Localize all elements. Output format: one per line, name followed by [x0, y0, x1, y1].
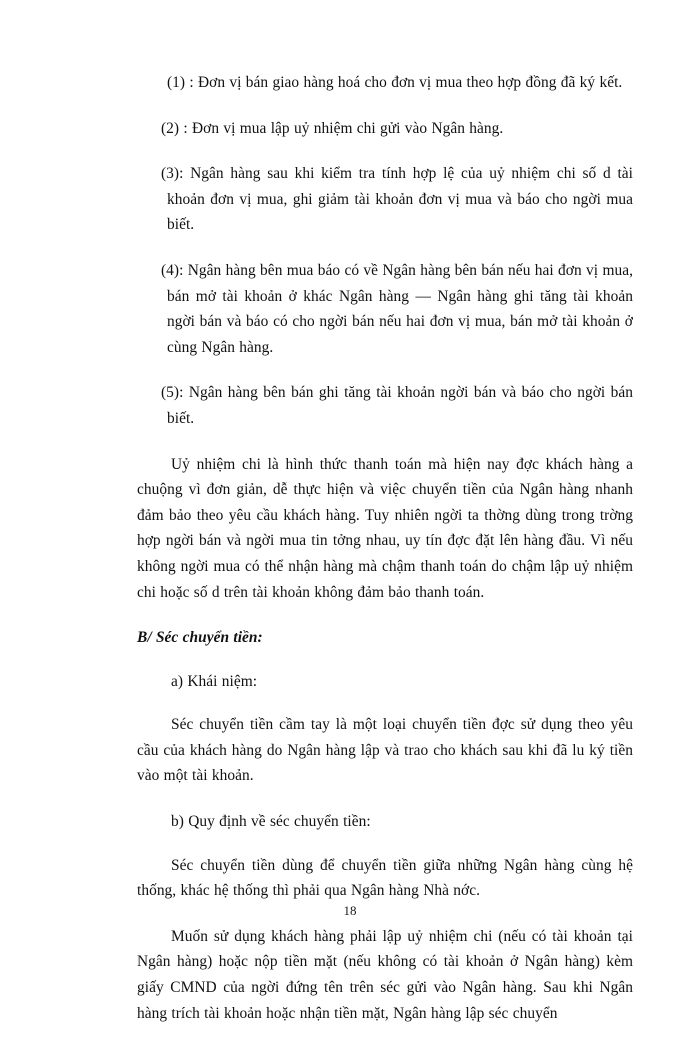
- paragraph-quy-dinh: Séc chuyển tiền dùng để chuyển tiền giữa những Ngân hàng cùng hệ thống, khác hệ thống thì phải qua Ngân hàng Nhà nớc.: [137, 856, 633, 900]
- numbered-item-4: (4): Ngân hàng bên mua báo có về Ngân hàng bên bán nếu hai đơn vị mua, bán mở tài khoản ở khác Ngân hàng — Ngân hàng ghi tăng tài khoản ngời bán và báo có cho ngời bán nếu hai đơn vị mua, bán mở tài khoản ở cùng Ngân hàng.: [161, 261, 633, 356]
- numbered-item-3: (3): Ngân hàng sau khi kiểm tra tính hợp lệ của uỷ nhiệm chi số d tài khoản đơn vị mua, ghi giảm tài khoản đơn vị mua và báo cho ngời mua biết.: [161, 165, 633, 234]
- page-number: 18: [343, 903, 357, 918]
- paragraph-uy-nhiem-chi: Uỷ nhiệm chi là hình thức thanh toán mà hiện nay đợc khách hàng a chuộng vì đơn giản, dễ thực hiện và việc chuyển tiền của Ngân hàng nhanh đảm bảo theo yêu cầu khách hàng. Tuy nhiên ngời ta thờng dùng trong trờng hợp ngời bán và ngời mua tin tởng nhau, uy tín đợc đặt lên hàng đầu. Vì nếu không ngời mua có thể nhận hàng mà chậm thanh toán do chậm lập uỷ nhiệm chi hoặc số d trên tài khoản không đảm bảo thanh toán.: [137, 455, 633, 601]
- numbered-item-5: (5): Ngân hàng bên bán ghi tăng tài khoản ngời bán và báo cho ngời bán biết.: [161, 384, 633, 427]
- paragraph-khai-niem: Séc chuyển tiền cầm tay là một loại chuyển tiền đợc sử dụng theo yêu cầu của khách hàng do Ngân hàng lập và trao cho khách sau khi đã lu ký tiền vào một tài khoản.: [137, 716, 633, 785]
- section-heading-b-sec-chuyen-tien: B/ Séc chuyển tiền:: [137, 629, 263, 647]
- sub-item-a-khai-niem: a) Khái niệm:: [171, 672, 258, 690]
- paragraph-muon-su-dung: Muốn sử dụng khách hàng phải lập uỷ nhiệm chi (nếu có tài khoản tại Ngân hàng) hoặc nộp tiền mặt (nếu không có tài khoản ở Ngân hàng) kèm giấy CMND của ngời đứng tên trên séc gửi vào Ngân hàng. Sau khi Ngân hàng trích tài khoản hoặc nhận tiền mặt, Ngân hàng lập séc chuyển: [137, 927, 633, 1022]
- numbered-item-1: (1) : Đơn vị bán giao hàng hoá cho đơn vị mua theo hợp đồng đã ký kết.: [167, 74, 623, 91]
- sub-item-b-quy-dinh: b) Quy định về séc chuyển tiền:: [171, 813, 371, 831]
- numbered-item-2: (2) : Đơn vị mua lập uỷ nhiệm chi gửi vào Ngân hàng.: [161, 119, 504, 137]
- page-text-column: [137, 70, 633, 1044]
